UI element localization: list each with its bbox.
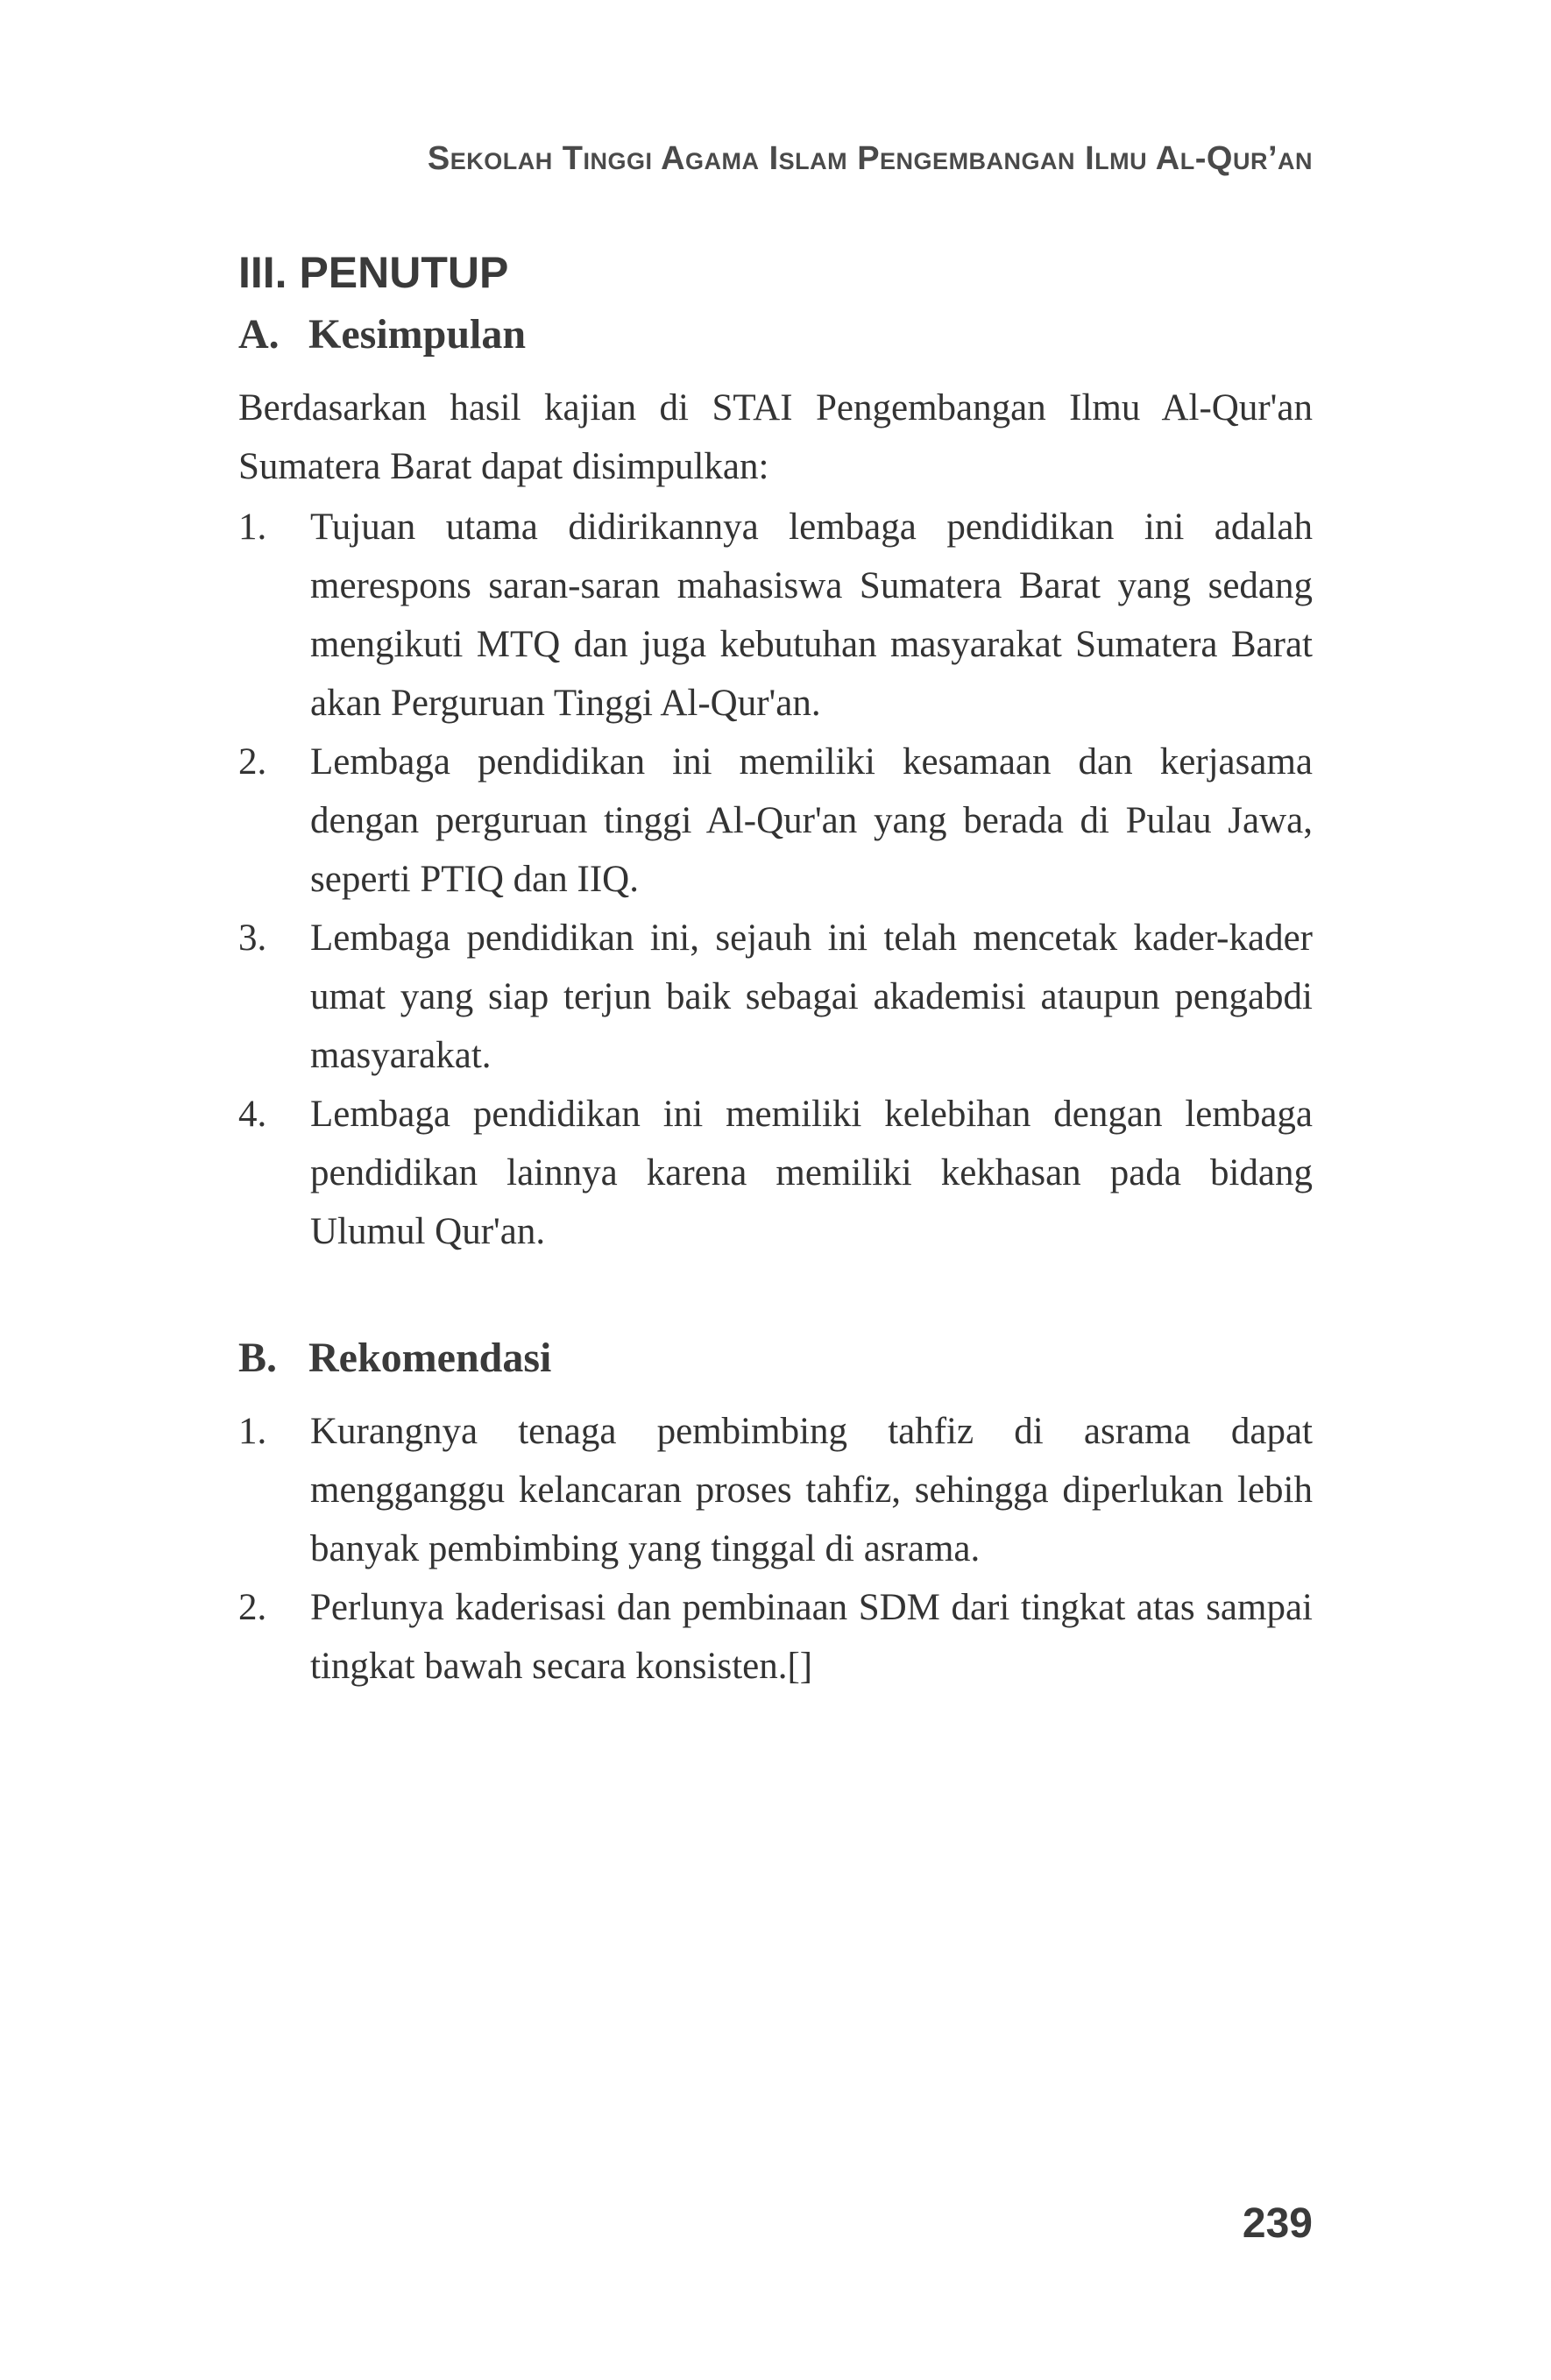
item-number: 1. xyxy=(238,506,267,548)
list-item xyxy=(238,909,1313,1085)
subheading-letter: B. xyxy=(238,1335,278,1381)
item-number: 1. xyxy=(238,1411,267,1452)
list-item xyxy=(238,498,1313,733)
item-text: Lembaga pendidikan ini, sejauh ini telah mencetak kader-kader umat yang siap terjun baik sebagai akademisi ataupun pengabdi masyarakat. xyxy=(310,917,1313,1076)
item-number: 3. xyxy=(238,917,267,959)
subheading-letter: A. xyxy=(238,311,280,358)
page-number: 239 xyxy=(1242,2200,1313,2247)
kesimpulan-list xyxy=(238,498,1313,1261)
item-text: Lembaga pendidikan ini memiliki kelebihan dengan lembaga pendidikan lainnya karena memiliki kekhasan pada bidang Ulumul Qur'an. xyxy=(310,1094,1313,1252)
list-item xyxy=(238,1085,1313,1261)
item-text: Perlunya kaderisasi dan pembinaan SDM dari tingkat atas sampai tingkat bawah secara konsisten.[] xyxy=(310,1587,1313,1687)
rekomendasi-list xyxy=(238,1402,1313,1696)
section-title: III. PENUTUP xyxy=(238,248,509,297)
item-text: Tujuan utama didirikannya lembaga pendidikan ini adalah merespons saran-saran mahasiswa Sumatera Barat yang sedang mengikuti MTQ dan juga kebutuhan masyarakat Sumatera Barat akan Perguruan Tinggi Al-Qur'an. xyxy=(310,506,1313,724)
item-number: 2. xyxy=(238,1587,267,1628)
subheading-kesimpulan xyxy=(238,310,526,358)
intro-paragraph: Berdasarkan hasil kajian di STAI Pengembangan Ilmu Al-Qur'an Sumatera Barat dapat disimpulkan: xyxy=(238,387,1313,487)
item-number: 4. xyxy=(238,1094,267,1135)
list-item xyxy=(238,1578,1313,1696)
subheading-rekomendasi xyxy=(238,1334,551,1382)
item-number: 2. xyxy=(238,741,267,783)
item-text: Lembaga pendidikan ini memiliki kesamaan dan kerjasama dengan perguruan tinggi Al-Qur'an yang berada di Pulau Jawa, seperti PTIQ dan IIQ. xyxy=(310,741,1313,900)
subheading-text: Rekomendasi xyxy=(308,1335,552,1381)
running-header: Sekolah Tinggi Agama Islam Pengembangan Ilmu Al-Qur’an xyxy=(427,140,1313,177)
subheading-text: Kesimpulan xyxy=(308,311,527,358)
list-item xyxy=(238,1402,1313,1578)
list-item xyxy=(238,733,1313,909)
item-text: Kurangnya tenaga pembimbing tahfiz di asrama dapat mengganggu kelancaran proses tahfiz, sehingga diperlukan lebih banyak pembimbing yang tinggal di asrama. xyxy=(310,1411,1313,1569)
